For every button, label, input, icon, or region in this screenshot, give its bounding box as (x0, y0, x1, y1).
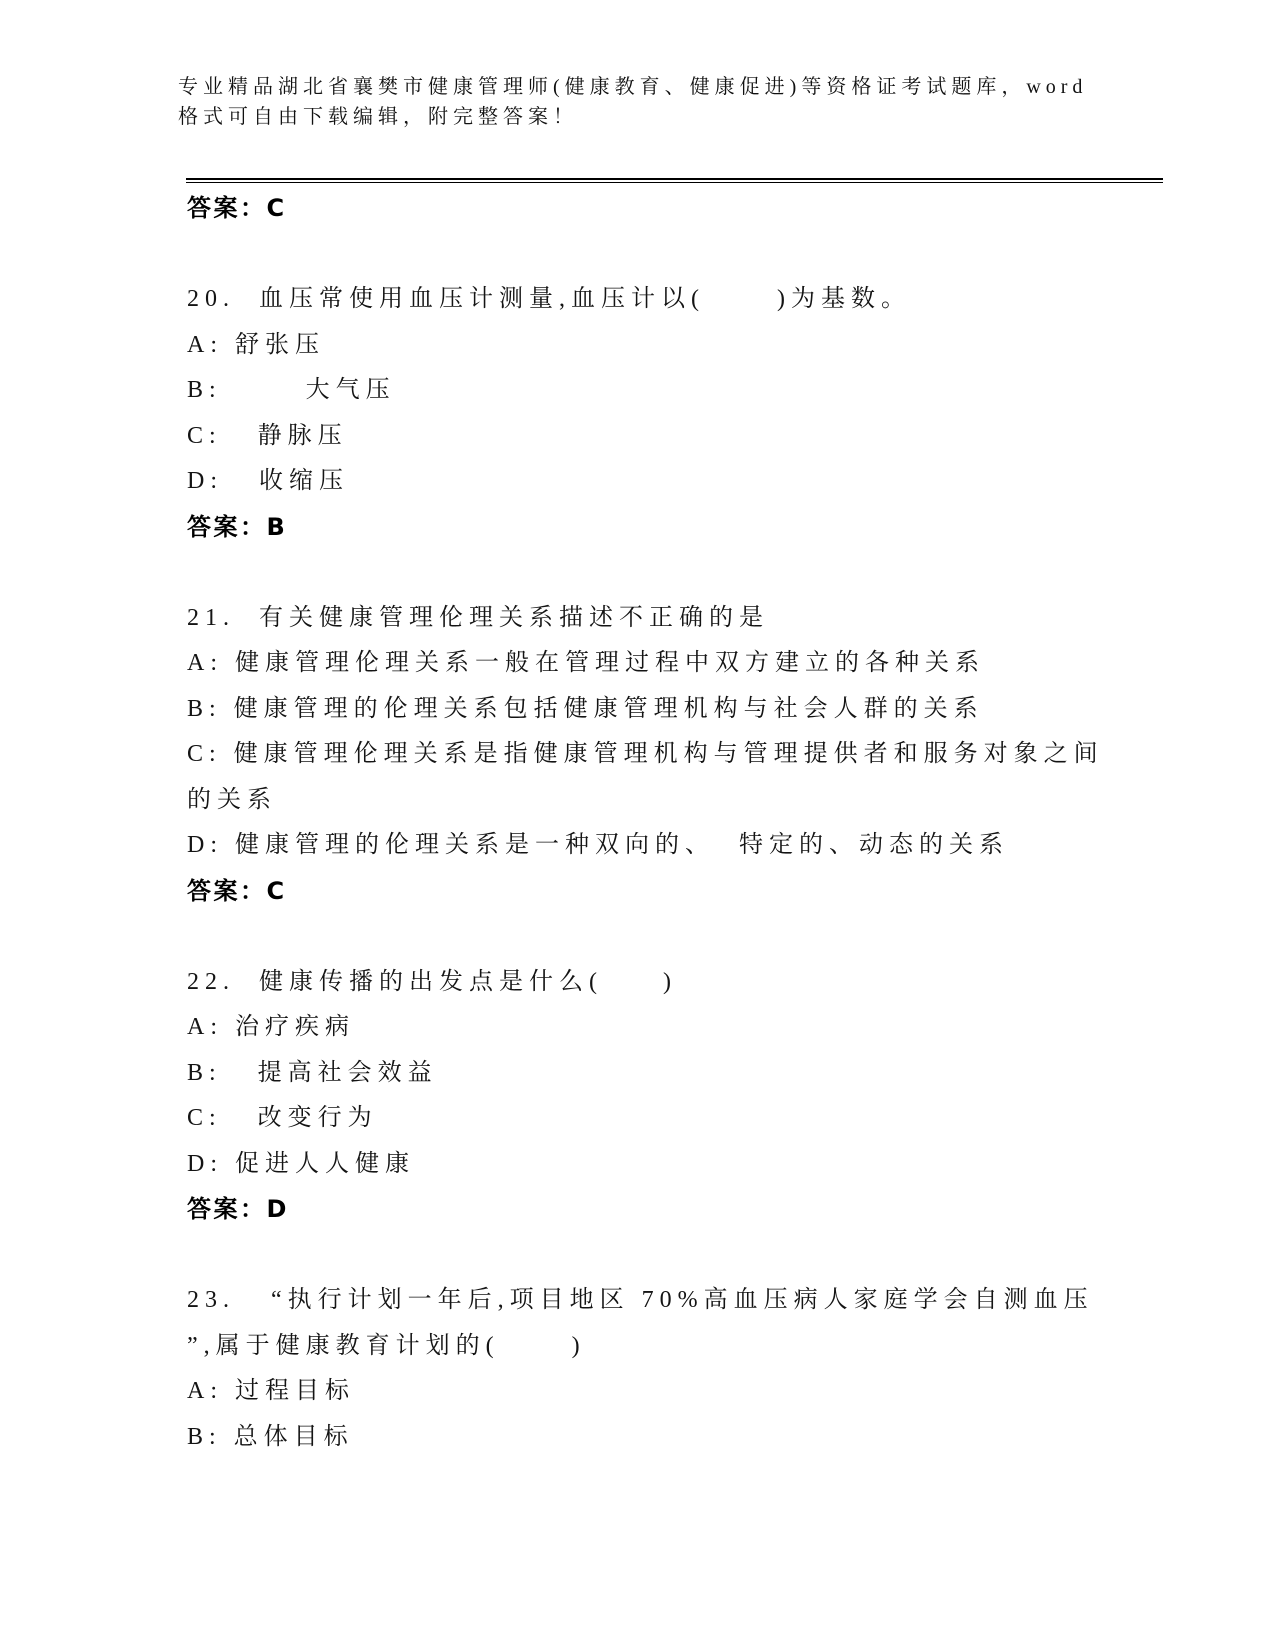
option-line-continued: 的关系 (187, 786, 277, 813)
option-line: B: 大气压 (187, 377, 396, 403)
header-note (178, 72, 1108, 132)
answer-line: 答案：D (187, 1195, 289, 1223)
option-line: D: 促进人人健康 (187, 1150, 415, 1177)
option-line: B: 健康管理的伦理关系包括健康管理机构与社会人群的关系 (187, 695, 984, 722)
option-line: D: 收缩压 (187, 468, 349, 494)
question-stem: 21. 有关健康管理伦理关系描述不正确的是 (187, 604, 769, 631)
option-line: C: 改变行为 (187, 1105, 378, 1131)
answer-line: 答案：C (187, 194, 287, 222)
header-divider (186, 178, 1163, 183)
option-line: B: 总体目标 (187, 1423, 354, 1450)
option-line: D: 健康管理的伦理关系是一种双向的、 特定的、动态的关系 (187, 832, 1009, 858)
header-line-2: 格式可自由下载编辑，附完整答案！ (178, 106, 578, 128)
option-line: B: 提高社会效益 (187, 1059, 438, 1086)
question-stem: 23. “执行计划一年后,项目地区 70%高血压病人家庭学会自测血压 (187, 1287, 1094, 1313)
option-line: A: 治疗疾病 (187, 1014, 355, 1040)
option-line: A: 舒张压 (187, 331, 325, 358)
question-stem: 20. 血压常使用血压计测量,血压计以( )为基数。 (187, 286, 911, 312)
option-line: A: 过程目标 (187, 1378, 355, 1404)
answer-line: 答案：B (187, 512, 288, 541)
question-stem: 22. 健康传播的出发点是什么( ) (187, 968, 677, 995)
question-stem-continued: ”,属于健康教育计划的( ) (187, 1332, 586, 1359)
option-line: C: 健康管理伦理关系是指健康管理机构与管理提供者和服务对象之间 (187, 741, 1104, 767)
answer-line: 答案：C (187, 876, 287, 905)
option-line: A: 健康管理伦理关系一般在管理过程中双方建立的各种关系 (187, 650, 985, 676)
exam-content (187, 186, 1197, 1460)
header-line-1: 专业精品湖北省襄樊市健康管理师(健康教育、健康促进)等资格证考试题库，word (178, 76, 1088, 98)
option-line: C: 静脉压 (187, 422, 348, 449)
